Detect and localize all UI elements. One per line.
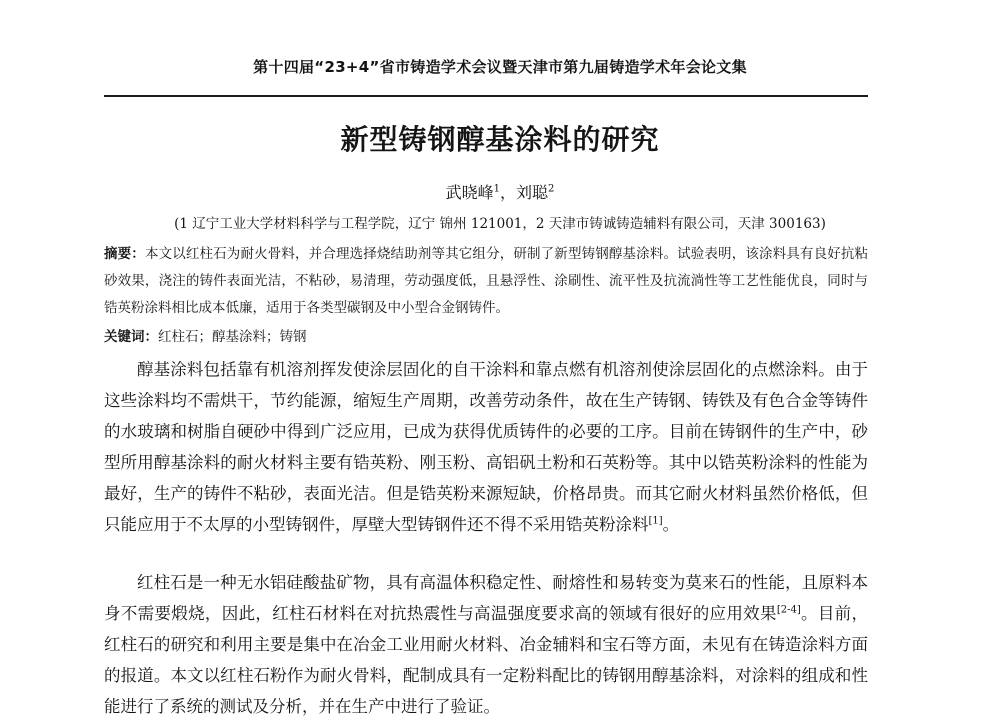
author-1: 武晓峰	[445, 183, 494, 202]
body-paragraph-2	[104, 567, 868, 722]
header-rule	[104, 95, 868, 97]
abstract	[104, 241, 868, 322]
paragraph-1-end: 。	[662, 515, 680, 534]
keywords-text: 红柱石；醇基涂料；铸钢	[158, 329, 307, 345]
paragraph-1-text: 醇基涂料包括靠有机溶剂挥发使涂层固化的自干涂料和靠点燃有机溶剂使涂层固化的点燃涂料。由于这些涂料均不需烘干，节约能源，缩短生产周期，改善劳动条件，故在生产铸钢、铸铁及有色合金等铸件的水玻璃和树脂自硬砂中得到广泛应用，已成为获得优质铸件的必要的工序。目前在铸钢件的生产中，砂型所用醇基涂料的耐火材料主要有锆英粉、刚玉粉、高铝矾土粉和石英粉等。其中以锆英粉涂料的性能为最好，生产的铸件不粘砂，表面光洁。但是锆英粉来源短缺，价格昂贵。而其它耐火材料虽然价格低，但只能应用于不太厚的小型铸钢件，厚壁大型铸钢件还不得不采用锆英粉涂料	[104, 360, 868, 534]
abstract-label: 摘要：	[104, 246, 145, 262]
author-line	[0, 180, 1000, 203]
paragraph-2-rest: 。目前，红柱石的研究和利用主要是集中在冶金工业用耐火材料、冶金辅料和宝石等方面，未见有在铸造涂料方面的报道。本文以红柱石粉作为耐火骨料，配制成具有一定粉料配比的铸钢用醇基涂料，对涂料的组成和性能进行了系统的测试及分析，并在生产中进行了验证。	[104, 604, 868, 716]
author-1-affil-mark: 1	[493, 183, 500, 195]
running-header: 第十四届“23+4”省市铸造学术会议暨天津市第九届铸造学术年会论文集	[253, 58, 747, 76]
affiliation: (1 辽宁工业大学材料科学与工程学院，辽宁 锦州 121001，2 天津市铸诚铸造辅料有限公司，天津 300163)	[174, 216, 826, 232]
paper-title: 新型铸钢醇基涂料的研究	[340, 123, 660, 156]
citation-2-4: [2-4]	[776, 604, 801, 616]
author-separator: ，	[499, 183, 516, 202]
author-2-affil-mark: 2	[548, 183, 555, 195]
body-paragraph-1	[104, 354, 868, 540]
author-2: 刘聪	[516, 183, 549, 202]
keywords-label: 关键词：	[104, 329, 158, 345]
citation-1: [1]	[648, 515, 663, 527]
abstract-text: 本文以红柱石为耐火骨料，并合理选择烧结助剂等其它组分，研制了新型铸钢醇基涂料。试验表明，该涂料具有良好抗粘砂效果，浇注的铸件表面光洁，不粘砂，易清理，劳动强度低，且悬浮性、涂刷性、流平性及抗流淌性等工艺性能优良，同时与锆英粉涂料相比成本低廉，适用于各类型碳钢及中小型合金钢铸件。	[104, 246, 868, 316]
keywords	[104, 324, 868, 351]
paragraph-2-text: 红柱石是一种无水铝硅酸盐矿物，具有高温体积稳定性、耐熔性和易转变为莫来石的性能，且原料本身不需要煅烧，因此，红柱石材料在对抗热震性与高温强度要求高的领域有很好的应用效果	[104, 573, 868, 623]
